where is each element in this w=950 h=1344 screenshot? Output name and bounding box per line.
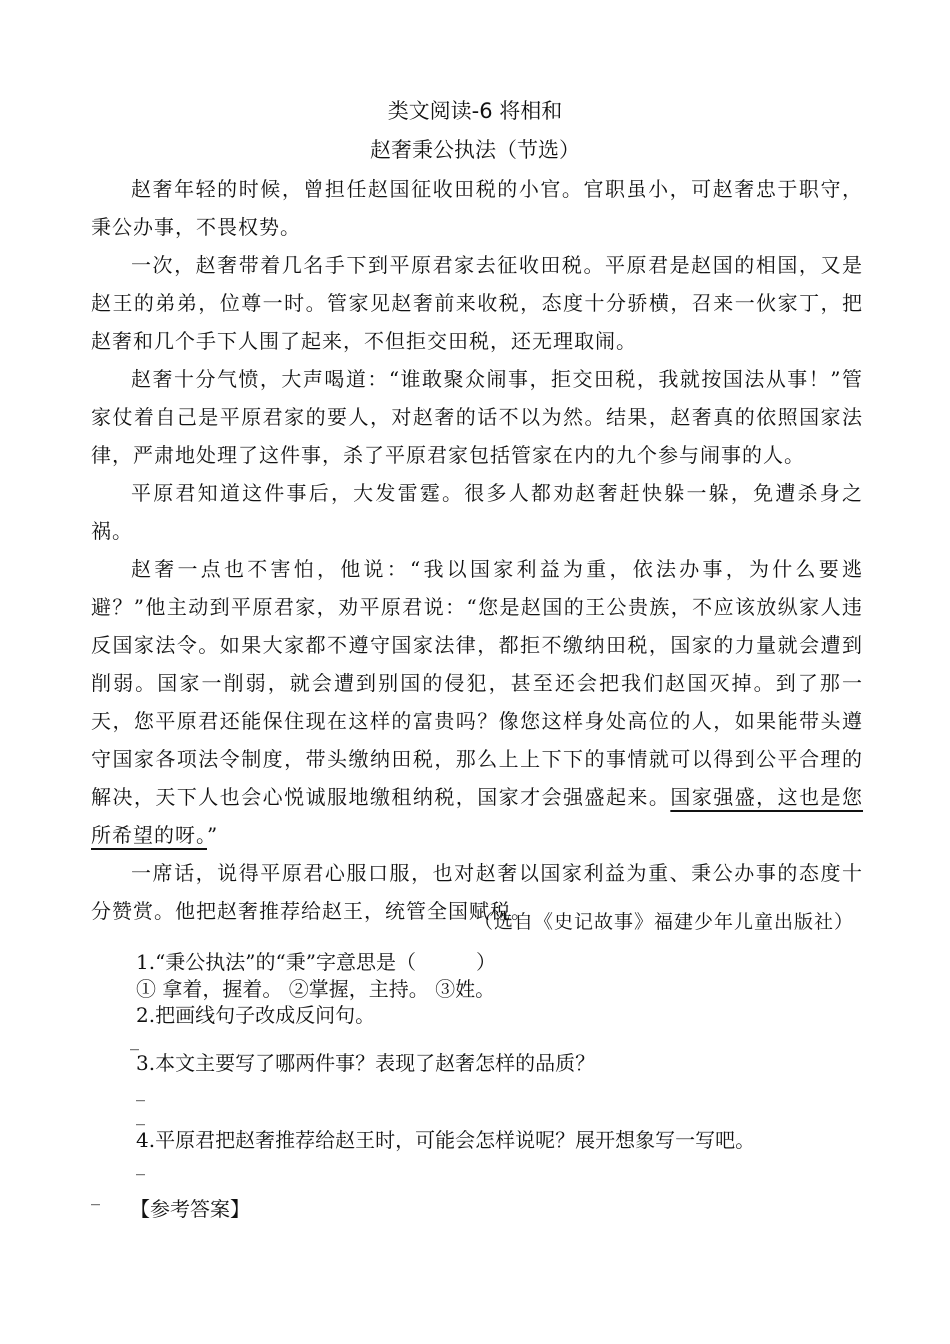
question-1-options: ① 拿着，握着。 ②掌握，主持。 ③姓。 xyxy=(136,977,496,1001)
question-3: 3.本文主要写了哪两件事？表现了赵奢怎样的品质？ xyxy=(136,1051,596,1075)
paragraph-1: 赵奢年轻的时候，曾担任赵国征收田税的小官。官职虽小，可赵奢忠于职守，秉公办事，不畏权势。 xyxy=(91,177,863,239)
answer-line[interactable]: _ xyxy=(91,1185,100,1206)
paragraph-5 xyxy=(91,550,863,854)
question-4: 4.平原君把赵奢推荐给赵王时，可能会怎样说呢？展开想象写一写吧。 xyxy=(136,1128,756,1152)
paragraph-2: 一次，赵奢带着几名手下到平原君家去征收田税。平原君是赵国的相国，又是赵王的弟弟，位尊一时。管家见赵奢前来收税，态度十分骄横，召来一伙家丁，把赵奢和几个手下人围了起来，不但拒交田税，还无理取闹。 xyxy=(91,253,863,353)
answer-heading: 【参考答案】 xyxy=(130,1197,250,1221)
paragraph-6: 一席话，说得平原君心服口服，也对赵奢以国家利益为重、秉公办事的态度十分赞赏。他把赵奢推荐给赵王，统管全国赋税。 xyxy=(91,861,863,923)
closing-quote: ” xyxy=(207,823,219,847)
paragraph-3: 赵奢十分气愤，大声喝道：“谁敢聚众闹事，拒交田税，我就按国法从事！”管家仗着自己是平原君家的要人，对赵奢的话不以为然。结果，赵奢真的依照国家法律，严肃地处理了这件事，杀了平原君家包括管家在内的九个参与闹事的人。 xyxy=(91,367,863,467)
paragraph-5-text: 赵奢一点也不害怕，他说：“我以国家利益为重，依法办事，为什么要逃避？”他主动到平原君家，劝平原君说：“您是赵国的王公贵族，不应该放纵家人违反国家法令。如果大家都不遵守国家法律，都拒不缴纳田税，国家的力量就会遭到削弱。国家一削弱，就会遭到别国的侵犯，甚至还会把我们赵国灭掉。到了那一天，您平原君还能保住现在这样的富贵吗？像您这样身处高位的人，如果能带头遵守国家各项法令制度，带头缴纳田税，那么上上下下的事情就可以得到公平合理的解决，天下人也会心悦诚服地缴租纳税，国家才会强盛起来。 xyxy=(91,557,863,809)
paragraph-4: 平原君知道这件事后，大发雷霆。很多人都劝赵奢赶快躲一躲，免遭杀身之祸。 xyxy=(91,481,863,543)
answer-line[interactable]: _ xyxy=(130,1030,139,1051)
answer-line[interactable]: _ xyxy=(136,1105,145,1126)
underlined-sentence: 国家强盛，这也是您所希望的呀。 xyxy=(91,785,864,847)
source-citation: （选自《史记故事》福建少年儿童出版社） xyxy=(473,911,854,933)
article-title: 赵奢秉公执法（节选） xyxy=(370,138,580,162)
answer-line[interactable]: _ xyxy=(136,1081,145,1102)
question-1: 1.“秉公执法”的“秉”字意思是（ ） xyxy=(136,950,496,974)
question-2: 2.把画线句子改成反问句。 xyxy=(136,1003,376,1027)
passage xyxy=(91,170,863,930)
page-title: 类文阅读-6 将相和 xyxy=(387,99,563,123)
answer-line[interactable]: _ xyxy=(136,1155,145,1176)
